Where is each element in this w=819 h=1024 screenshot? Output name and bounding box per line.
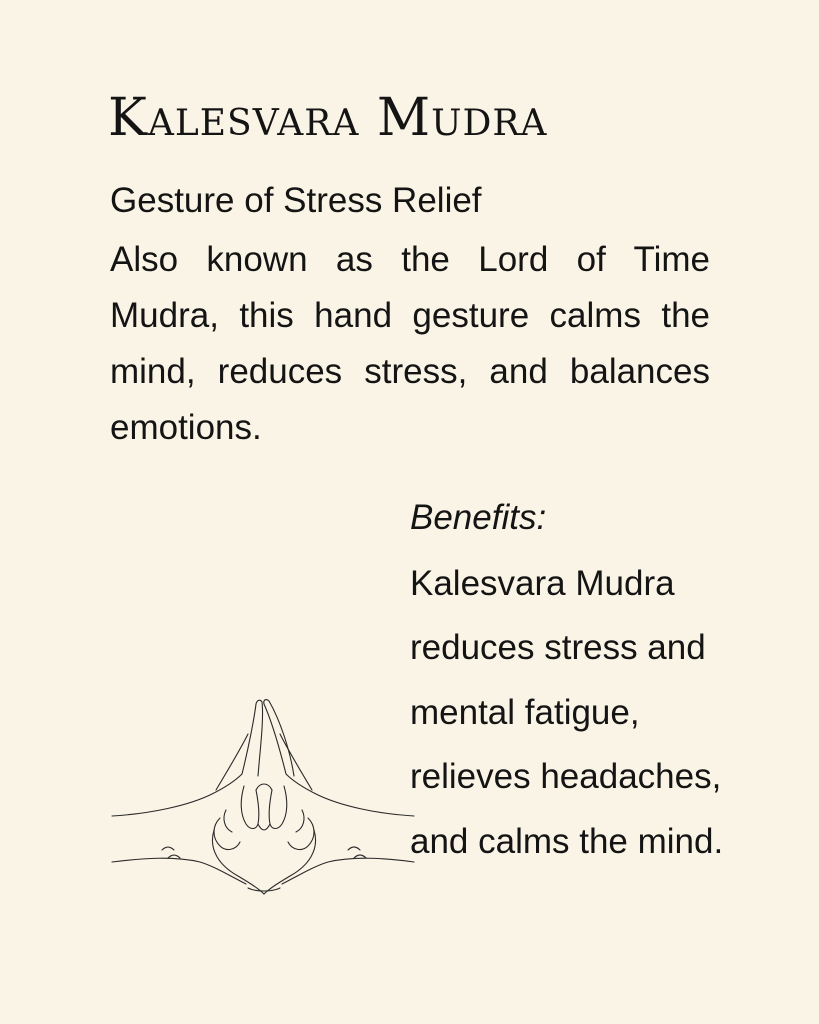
mudra-hands-icon [108, 690, 420, 900]
subtitle: Gesture of Stress Relief [110, 181, 482, 220]
page-title: Kalesvara Mudra [108, 88, 548, 148]
benefits-text: Kalesvara Mudra reduces stress and mental fatigue, relieves headaches, and calms the mind. [410, 564, 724, 861]
intro-paragraph: Also known as the Lord of Time Mudra, this hand gesture calms the mind, reduces stress, and balances emotions. [110, 240, 710, 447]
benefits-label: Benefits: [410, 498, 547, 537]
